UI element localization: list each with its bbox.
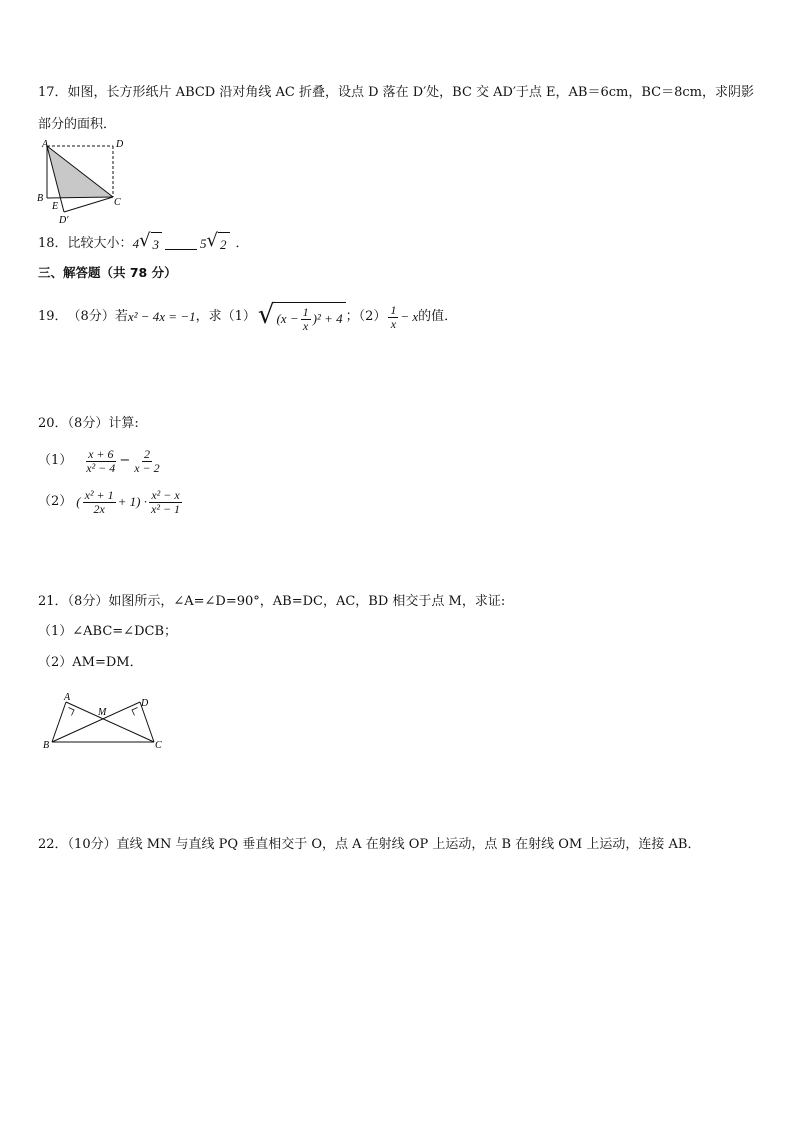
fraction-2 <box>132 448 161 475</box>
question-number: 19． <box>38 309 68 324</box>
label-a: A <box>64 692 71 703</box>
fraction-denominator: x² − 1 <box>151 501 181 516</box>
question-text: 计算: <box>108 416 139 431</box>
question-20-part-1 <box>38 446 164 476</box>
right-angle-mark-d <box>132 708 138 716</box>
figure-triangles-abcd <box>38 690 178 752</box>
condition-equation: x² − 4x = −1 <box>127 309 196 324</box>
question-number: 18． <box>38 235 68 251</box>
question-22 <box>38 835 700 855</box>
edge-bc <box>47 197 113 198</box>
fraction-one-over-x-2 <box>388 304 398 331</box>
question-18 <box>38 232 249 255</box>
label-a: A <box>42 139 49 150</box>
right-angle-mark-a <box>69 708 75 716</box>
part-2-label: ；（2） <box>345 309 387 324</box>
answer-blank[interactable] <box>165 237 197 250</box>
question-text: 比较大小： <box>67 235 133 251</box>
fraction-1 <box>83 489 116 516</box>
question-number: 17． <box>38 85 68 100</box>
question-19 <box>38 300 457 334</box>
expr1-part-a: (x − <box>276 311 299 326</box>
question-20-part-2 <box>38 487 184 517</box>
fraction-one-over-x <box>301 306 311 333</box>
label-d: D <box>116 139 124 150</box>
label-c: C <box>155 740 162 751</box>
right-sqrt: √ 2 <box>207 232 230 255</box>
expr2-tail: − x <box>400 309 419 324</box>
fraction-2 <box>149 489 182 516</box>
tail-text: 的值． <box>418 309 458 324</box>
label-d-prime: D′ <box>59 215 69 225</box>
ask-text: ，求（1） <box>195 309 256 324</box>
fraction-denominator: x² − 4 <box>86 460 116 475</box>
right-radicand: 2 <box>218 232 230 255</box>
open-paren: ( <box>76 494 81 509</box>
edge-d-prime-c <box>64 197 113 212</box>
question-17 <box>38 83 754 103</box>
question-text: 如图所示，∠A=∠D=90°，AB=DC，AC，BD 相交于点 M，求证: <box>108 594 506 609</box>
question-17-continued <box>38 115 116 135</box>
fraction-numerator: 1 <box>390 302 397 317</box>
segment-ab <box>52 702 66 742</box>
label-d: D <box>141 698 149 709</box>
expr1-part-b: )² + 4 <box>312 311 343 326</box>
question-21-part-1: （1）∠ABC=∠DCB； <box>38 624 178 639</box>
question-21-part-2: （2）AM=DM． <box>38 655 143 670</box>
fraction-denominator: x − 2 <box>134 460 160 475</box>
middle-expression: + 1) · <box>117 494 148 509</box>
question-20 <box>38 414 139 434</box>
fraction-numerator: x² − x <box>151 487 180 502</box>
segment-bd <box>52 702 140 742</box>
end-mark: ． <box>235 235 249 251</box>
part-label: （2） <box>38 494 73 509</box>
label-b: B <box>43 740 50 751</box>
fraction-numerator: x + 6 <box>88 446 114 461</box>
score: （8分） <box>67 594 109 609</box>
question-number: 20． <box>38 416 68 431</box>
section-heading: 三、解答题（共 78 分） <box>38 265 177 280</box>
fraction-numerator: 2 <box>143 446 150 461</box>
question-number: 22． <box>38 837 68 852</box>
question-number: 21． <box>38 594 68 609</box>
fraction-1 <box>84 448 117 475</box>
question-text: 直线 MN 与直线 PQ 垂直相交于 O，点 A 在射线 OP 上运动，点 B 在射线 OM 上运动，连接 AB． <box>116 837 701 852</box>
fraction-numerator: x² + 1 <box>84 487 114 502</box>
score: （8分） <box>67 309 115 324</box>
operator: − <box>119 453 131 468</box>
right-coefficient: 5 <box>200 235 207 251</box>
figure-folded-rectangle <box>34 137 134 225</box>
left-coefficient: 4 <box>132 235 140 251</box>
label-e: E <box>52 201 59 212</box>
label-m: M <box>98 707 107 718</box>
question-21 <box>38 592 505 612</box>
left-sqrt: √ 3 <box>139 232 162 255</box>
score: （8分） <box>67 416 109 431</box>
fraction-denominator: x <box>302 318 309 333</box>
part-label: （1） <box>38 453 73 468</box>
fraction-denominator: 2x <box>93 501 105 516</box>
condition-prefix: 若 <box>114 309 128 324</box>
score: （10分） <box>67 837 117 852</box>
sqrt-expression-1: √ (x − $\frac{1}{x}$ )² + 4 <box>258 302 346 333</box>
label-b: B <box>37 193 44 204</box>
question-text: 部分的面积． <box>38 117 117 132</box>
question-text: 如图，长方形纸片 ABCD 沿对角线 AC 折叠，设点 D 落在 D′处，BC 交 AD′于点 E，AB＝6cm，BC＝8cm，求阴影 <box>67 85 754 100</box>
fraction-numerator: 1 <box>302 304 309 319</box>
fraction-denominator: x <box>390 316 397 331</box>
left-radicand: 3 <box>151 232 163 255</box>
label-c: C <box>114 197 121 208</box>
